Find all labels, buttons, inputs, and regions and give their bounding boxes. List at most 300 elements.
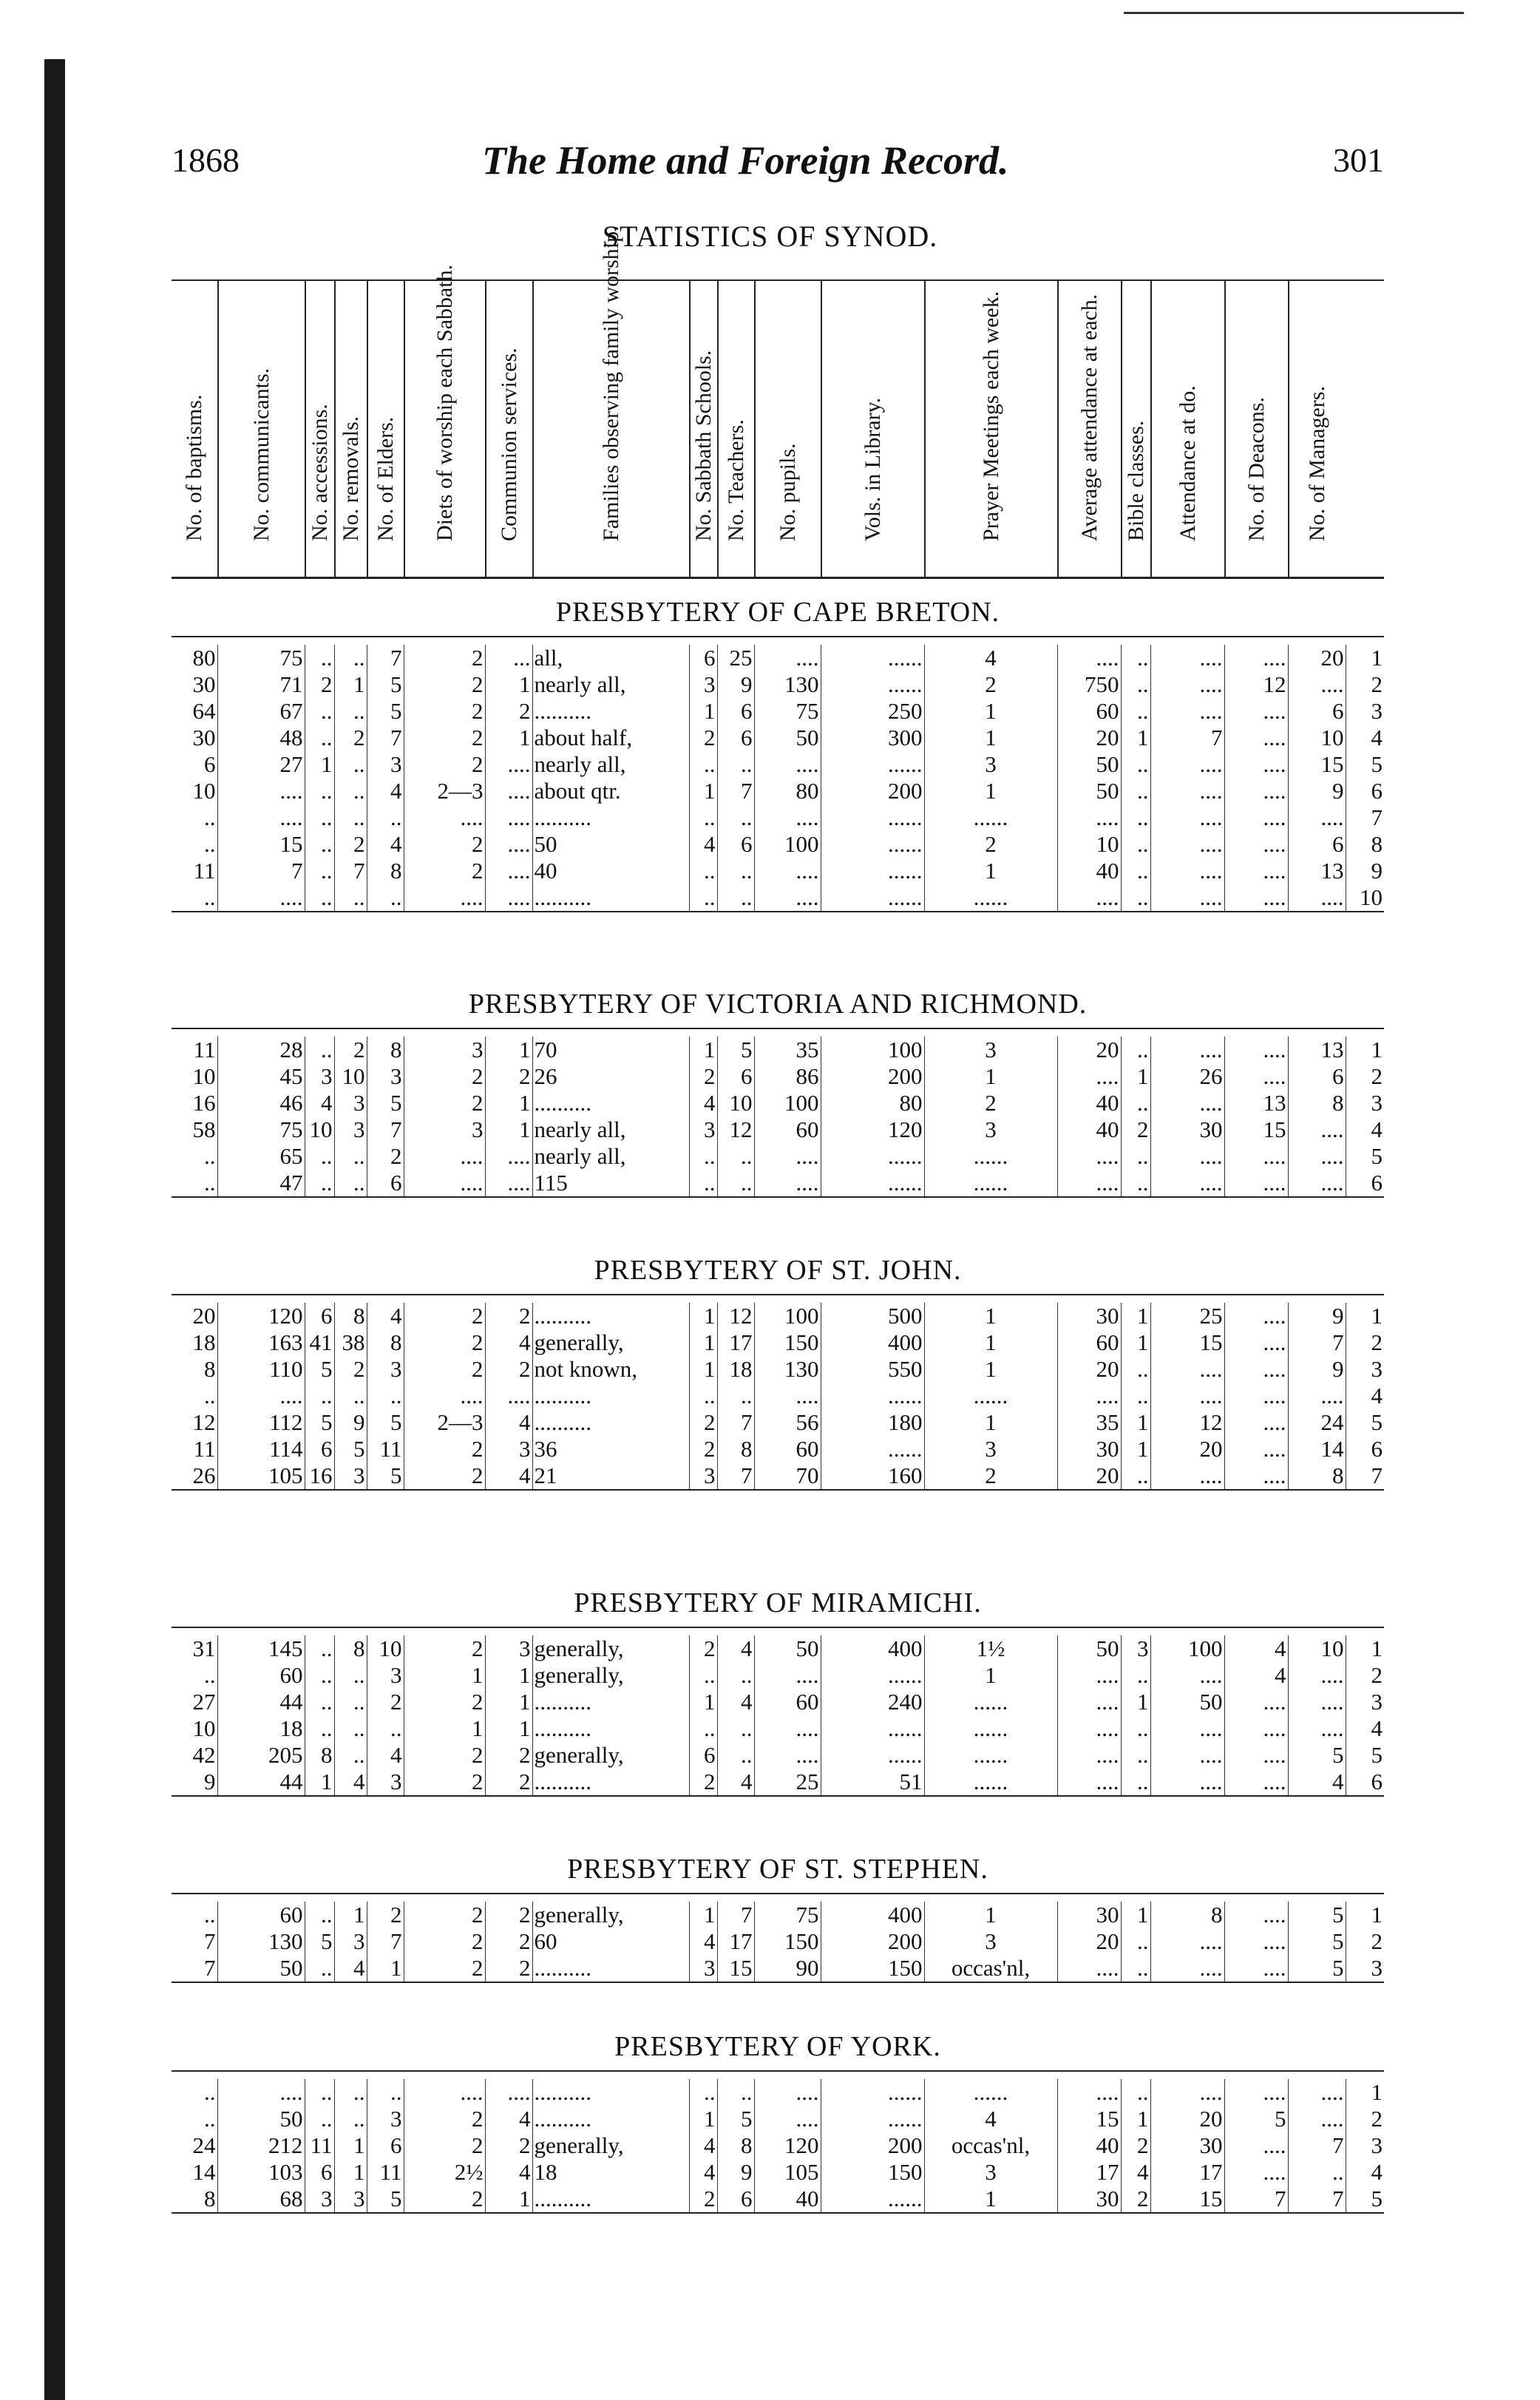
table-cell: 36 — [532, 1436, 689, 1462]
table-cell: .... — [485, 858, 532, 884]
table-cell: 51 — [821, 1769, 924, 1796]
table-cell: .... — [1150, 1170, 1224, 1197]
table-cell: 4 — [1224, 1635, 1288, 1662]
table-row — [172, 1742, 1384, 1769]
table-cell: 9 — [204, 1769, 216, 1794]
table-cell: 10 — [1057, 831, 1121, 858]
table-row — [172, 1902, 1384, 1928]
table-cell: 7 — [717, 778, 754, 804]
row-index: 1 — [1346, 645, 1384, 671]
table-cell: 4 — [367, 1742, 404, 1769]
row-index: 3 — [1346, 1689, 1384, 1715]
table-cell: .. — [204, 831, 216, 857]
table-cell: .......... — [532, 1409, 689, 1436]
table-cell: .......... — [532, 1383, 689, 1409]
table-cell: 2 — [334, 1037, 367, 1063]
table-cell: 8 — [367, 1329, 404, 1356]
table-cell: 15 — [1150, 2186, 1224, 2213]
table-cell: nearly all, — [532, 671, 689, 698]
table-cell: 10 — [192, 778, 216, 804]
table-cell: .... — [1057, 2079, 1121, 2106]
table-cell: 9 — [717, 2159, 754, 2186]
table-cell: .. — [717, 884, 754, 912]
table-cell: .. — [204, 804, 216, 830]
table-cell: 2 — [404, 1955, 485, 1982]
table-cell: generally, — [532, 1742, 689, 1769]
table-cell: 15 — [1224, 1116, 1288, 1143]
table-cell: 1 — [305, 1769, 334, 1796]
table-cell: .. — [305, 1689, 334, 1715]
table-cell: 7 — [717, 1902, 754, 1928]
table-cell: 35 — [1057, 1409, 1121, 1436]
table-cell: 1 — [404, 1715, 485, 1742]
table-cell: 5 — [367, 1409, 404, 1436]
table-cell: 6 — [717, 1063, 754, 1090]
table-cell: .... — [1150, 1769, 1224, 1796]
row-index: 4 — [1346, 1383, 1384, 1409]
table-row — [172, 645, 1384, 671]
table-cell: about qtr. — [532, 778, 689, 804]
table-row — [172, 698, 1384, 725]
table-cell: .. — [334, 1170, 367, 1197]
table-cell: ...... — [821, 1715, 924, 1742]
table-row — [172, 2079, 1384, 2106]
table-cell: .... — [1150, 804, 1224, 831]
table-cell: 25 — [1150, 1303, 1224, 1329]
table-cell: 2 — [404, 2106, 485, 2132]
table-cell: 5 — [367, 671, 404, 698]
table-cell: 3 — [305, 2186, 334, 2213]
table-cell: 180 — [821, 1409, 924, 1436]
table-cell: 1 — [924, 1303, 1057, 1329]
table-cell: 1 — [334, 1902, 367, 1928]
table-cell: 5 — [334, 1436, 367, 1462]
table-cell: 26 — [192, 1462, 216, 1488]
statistics-title: STATISTICS OF SYNOD. — [602, 220, 938, 253]
table-cell: 75 — [217, 1116, 305, 1143]
row-index: 1 — [1346, 1303, 1384, 1329]
table-cell: 15 — [1150, 1329, 1224, 1356]
table-cell: 2 — [924, 671, 1057, 698]
table-cell: ...... — [924, 804, 1057, 831]
table-cell: 1 — [334, 671, 367, 698]
header-year: 1868 — [172, 141, 240, 179]
table-cell: 8 — [334, 1635, 367, 1662]
table-cell: .... — [1288, 1689, 1346, 1715]
table-cell: 1 — [689, 1329, 717, 1356]
table-cell: 2 — [404, 1063, 485, 1090]
table-cell: .... — [1057, 1715, 1121, 1742]
table-cell: 2 — [404, 2132, 485, 2159]
column-header — [404, 264, 485, 577]
table-cell: .... — [1224, 1329, 1288, 1356]
table-cell: .... — [217, 2079, 305, 2106]
table-cell: .... — [1150, 751, 1224, 778]
table-cell: .... — [404, 1383, 485, 1409]
table-cell: ...... — [924, 1769, 1057, 1796]
table-cell: .... — [1150, 1742, 1224, 1769]
column-header — [1288, 281, 1346, 577]
table-cell: 80 — [192, 645, 216, 671]
table-cell: about half, — [532, 725, 689, 751]
table-cell: 2½ — [404, 2159, 485, 2186]
table-cell: 3 — [334, 1928, 367, 1955]
table-cell: 20 — [1057, 1037, 1121, 1063]
table-cell: 7 — [367, 1116, 404, 1143]
table-cell: .. — [1121, 1356, 1150, 1383]
table-cell: 1 — [924, 698, 1057, 725]
table-cell: 3 — [689, 1116, 717, 1143]
table-cell: 1 — [485, 1715, 532, 1742]
table-cell: .. — [305, 884, 334, 912]
table-cell: ...... — [821, 645, 924, 671]
table-cell: 1½ — [924, 1635, 1057, 1662]
row-index: 5 — [1346, 751, 1384, 778]
table-cell: .. — [689, 751, 717, 778]
table-cell: .... — [1057, 645, 1121, 671]
table-cell: 205 — [217, 1742, 305, 1769]
table-cell: .... — [1288, 671, 1346, 698]
column-header-label: Attendance at do. — [1176, 385, 1200, 541]
table-cell: 5 — [367, 1462, 404, 1490]
table-cell: .. — [717, 2079, 754, 2106]
table-row — [172, 725, 1384, 751]
table-cell: 4 — [485, 2106, 532, 2132]
table-cell: .. — [204, 1383, 216, 1409]
table-cell: 56 — [754, 1409, 821, 1436]
table-row — [172, 1462, 1384, 1490]
table-cell: ...... — [924, 884, 1057, 912]
table-cell: .... — [404, 1143, 485, 1170]
column-header — [1121, 281, 1150, 577]
table-cell: generally, — [532, 1662, 689, 1689]
column-header — [334, 281, 367, 577]
table-cell: 47 — [217, 1170, 305, 1197]
table-cell: 100 — [754, 1303, 821, 1329]
table-cell: .... — [1057, 1689, 1121, 1715]
row-index: 4 — [1346, 2159, 1384, 2186]
table-cell: 60 — [754, 1116, 821, 1143]
table-cell: ...... — [924, 2079, 1057, 2106]
table-cell: .... — [754, 1143, 821, 1170]
table-cell: 2 — [485, 1742, 532, 1769]
table-cell: .. — [1121, 1955, 1150, 1982]
row-index: 2 — [1346, 1063, 1384, 1090]
table-cell: 4 — [689, 831, 717, 858]
table-cell: .. — [1288, 2159, 1346, 2186]
table-cell: .... — [1288, 1662, 1346, 1689]
table-cell: .... — [1150, 1662, 1224, 1689]
table-cell: 41 — [305, 1329, 334, 1356]
table-cell: 50 — [217, 1955, 305, 1982]
section-rule — [172, 1028, 1384, 1029]
table-cell: 3 — [334, 1462, 367, 1490]
table-cell: 4 — [367, 831, 404, 858]
table-cell: .. — [1121, 778, 1150, 804]
table-cell: 1 — [485, 1037, 532, 1063]
table-cell: 14 — [192, 2159, 216, 2185]
column-header — [821, 281, 924, 577]
table-cell: 5 — [1288, 1902, 1346, 1928]
table-cell: 6 — [1288, 1063, 1346, 1090]
table-cell: .. — [305, 1383, 334, 1409]
table-cell: 5 — [1288, 1742, 1346, 1769]
table-cell: 7 — [367, 1928, 404, 1955]
table-cell: 16 — [305, 1462, 334, 1490]
table-cell: .... — [1224, 1063, 1288, 1090]
table-cell: 20 — [1057, 725, 1121, 751]
table-cell: 10 — [1288, 725, 1346, 751]
table-cell: .... — [1057, 1170, 1121, 1197]
table-cell: 1 — [924, 1329, 1057, 1356]
table-cell: 500 — [821, 1303, 924, 1329]
column-header-label: No. pupils. — [776, 443, 800, 541]
table-cell: 75 — [754, 698, 821, 725]
section-rule — [172, 1893, 1384, 1894]
table-cell: 4 — [485, 2159, 532, 2186]
table-cell: 60 — [754, 1689, 821, 1715]
table-cell: 7 — [367, 645, 404, 671]
table-cell: 71 — [217, 671, 305, 698]
table-cell: 17 — [717, 1329, 754, 1356]
table-cell: 1 — [924, 1356, 1057, 1383]
table-cell: .. — [1121, 671, 1150, 698]
table-cell: .. — [204, 1143, 216, 1169]
table-cell: ...... — [924, 1170, 1057, 1197]
table-cell: .. — [689, 858, 717, 884]
table-cell: .... — [1150, 778, 1224, 804]
table-row — [172, 1436, 1384, 1462]
table-cell: .... — [1150, 645, 1224, 671]
row-index: 1 — [1346, 1635, 1384, 1662]
table-cell: 4 — [1224, 1662, 1288, 1689]
table-cell: .... — [1150, 671, 1224, 698]
table-cell: ...... — [821, 1662, 924, 1689]
table-cell: 400 — [821, 1635, 924, 1662]
table-cell: 5 — [717, 2106, 754, 2132]
table-cell: .. — [334, 2079, 367, 2106]
table-cell: 2 — [404, 831, 485, 858]
table-cell: 2 — [404, 1436, 485, 1462]
table-cell: .. — [1121, 751, 1150, 778]
table-cell: .. — [305, 645, 334, 671]
table-cell: 120 — [217, 1303, 305, 1329]
table-cell: .. — [1121, 698, 1150, 725]
table-cell: 11 — [193, 1436, 216, 1462]
table-cell: 2—3 — [404, 1409, 485, 1436]
table-cell: .. — [334, 645, 367, 671]
table-cell: .. — [367, 804, 404, 831]
table-cell: 1 — [485, 1662, 532, 1689]
table-cell: .... — [1150, 1356, 1224, 1383]
table-cell: 2 — [404, 1689, 485, 1715]
presbytery-title: PRESBYTERY OF MIRAMICHI. — [574, 1587, 982, 1618]
table-cell: .. — [717, 1742, 754, 1769]
table-cell: 30 — [1150, 2132, 1224, 2159]
table-cell: 4 — [1121, 2159, 1150, 2186]
row-index: 6 — [1346, 1769, 1384, 1796]
table-cell: ...... — [821, 751, 924, 778]
table-cell: .. — [1121, 1928, 1150, 1955]
table-cell: .... — [754, 1170, 821, 1197]
table-cell: 8 — [204, 1356, 216, 1382]
table-cell: 5 — [367, 698, 404, 725]
table-cell: .. — [334, 1742, 367, 1769]
table-cell: nearly all, — [532, 1116, 689, 1143]
table-cell: .. — [717, 1143, 754, 1170]
table-cell: 2 — [485, 1955, 532, 1982]
table-cell: 30 — [192, 725, 216, 750]
table-cell: .... — [1224, 1170, 1288, 1197]
table-cell: 18 — [532, 2159, 689, 2186]
table-cell: 3 — [485, 1436, 532, 1462]
table-cell: 130 — [217, 1928, 305, 1955]
table-cell: 2 — [404, 1742, 485, 1769]
table-cell: 100 — [754, 1090, 821, 1116]
table-cell: 2 — [404, 751, 485, 778]
table-cell: .... — [1150, 1955, 1224, 1982]
table-cell: 2 — [334, 725, 367, 751]
table-row — [172, 804, 1384, 831]
table-cell: .. — [305, 1955, 334, 1982]
table-cell: 400 — [821, 1329, 924, 1356]
table-cell: 100 — [1150, 1635, 1224, 1662]
table-cell: 60 — [1057, 1329, 1121, 1356]
table-row — [172, 884, 1384, 912]
table-cell: 70 — [754, 1462, 821, 1490]
table-cell: 58 — [192, 1116, 216, 1142]
column-header-label: Diets of worship each Sabbath. — [433, 264, 457, 541]
table-cell: 68 — [217, 2186, 305, 2213]
table-cell: 20 — [1150, 2106, 1224, 2132]
presbytery-section — [172, 1582, 1384, 1797]
table-cell: 9 — [1288, 1356, 1346, 1383]
table-cell: .... — [1224, 778, 1288, 804]
row-index: 7 — [1346, 1462, 1384, 1490]
table-cell: 20 — [1057, 1356, 1121, 1383]
table-row — [172, 1662, 1384, 1689]
table-cell: 75 — [754, 1902, 821, 1928]
table-cell: ...... — [821, 671, 924, 698]
table-cell: 2 — [404, 1329, 485, 1356]
table-row — [172, 751, 1384, 778]
table-cell: 100 — [754, 831, 821, 858]
table-cell: .. — [334, 1143, 367, 1170]
table-cell: 12 — [717, 1303, 754, 1329]
table-cell: 9 — [1288, 778, 1346, 804]
table-cell: ...... — [821, 2079, 924, 2106]
table-cell: 4 — [924, 645, 1057, 671]
table-cell: 50 — [1150, 1689, 1224, 1715]
table-cell: .. — [204, 2106, 216, 2132]
row-index: 6 — [1346, 1170, 1384, 1197]
table-cell: .. — [1121, 1170, 1150, 1197]
column-header — [717, 281, 754, 577]
table-cell: 2 — [485, 2132, 532, 2159]
table-row — [172, 1955, 1384, 1982]
table-cell: 120 — [754, 2132, 821, 2159]
table-cell: 120 — [821, 1116, 924, 1143]
table-cell: .... — [485, 751, 532, 778]
table-cell: 3 — [367, 1769, 404, 1796]
table-cell: .... — [1224, 1462, 1288, 1490]
table-cell: 8 — [1150, 1902, 1224, 1928]
table-cell: .. — [689, 804, 717, 831]
table-cell: 12 — [1224, 671, 1288, 698]
table-cell: 2 — [404, 2186, 485, 2213]
table-cell: 38 — [334, 1329, 367, 1356]
table-cell: 100 — [821, 1037, 924, 1063]
table-cell: 3 — [367, 1063, 404, 1090]
table-cell: .... — [1224, 1928, 1288, 1955]
table-cell: 2 — [924, 1462, 1057, 1490]
table-cell: 2 — [485, 1928, 532, 1955]
table-row — [172, 1037, 1384, 1063]
table-cell: .. — [717, 751, 754, 778]
table-cell: .... — [1288, 1143, 1346, 1170]
table-cell: 4 — [717, 1635, 754, 1662]
table-cell: 2 — [689, 1769, 717, 1796]
table-cell: 50 — [754, 1635, 821, 1662]
table-cell: .... — [1057, 1955, 1121, 1982]
column-header-label: No. accessions. — [308, 404, 332, 541]
table-cell: 2 — [404, 858, 485, 884]
table-cell: 8 — [717, 1436, 754, 1462]
table-cell: .... — [1150, 1462, 1224, 1490]
row-index: 3 — [1346, 1955, 1384, 1982]
table-cell: .. — [204, 884, 216, 910]
table-cell: 40 — [1057, 1116, 1121, 1143]
table-cell: .. — [305, 698, 334, 725]
table-cell: .... — [1288, 2106, 1346, 2132]
table-row — [172, 1356, 1384, 1383]
table-cell: not known, — [532, 1356, 689, 1383]
table-row — [172, 1303, 1384, 1329]
table-cell: .... — [1224, 698, 1288, 725]
table-cell: 1 — [485, 1116, 532, 1143]
table-cell: 1 — [924, 1409, 1057, 1436]
row-index: 2 — [1346, 1928, 1384, 1955]
table-cell: ...... — [821, 1742, 924, 1769]
table-cell: .... — [1150, 2079, 1224, 2106]
table-row — [172, 1635, 1384, 1662]
table-cell: .... — [1224, 1383, 1288, 1409]
table-cell: 6 — [305, 2159, 334, 2186]
table-cell: 2 — [485, 698, 532, 725]
table-row — [172, 1928, 1384, 1955]
row-index: 4 — [1346, 725, 1384, 751]
row-index: 6 — [1346, 1436, 1384, 1462]
table-cell: .... — [754, 1742, 821, 1769]
table-cell: .... — [1224, 725, 1288, 751]
row-index: 5 — [1346, 2186, 1384, 2213]
table-cell: .... — [485, 778, 532, 804]
row-index: 1 — [1346, 2079, 1384, 2106]
table-cell: 200 — [821, 1928, 924, 1955]
table-cell: .. — [1121, 1037, 1150, 1063]
table-cell: 1 — [924, 1063, 1057, 1090]
table-cell: 6 — [305, 1303, 334, 1329]
table-cell: ...... — [821, 884, 924, 912]
table-cell: 26 — [532, 1063, 689, 1090]
table-cell: 50 — [754, 725, 821, 751]
table-cell: .... — [1057, 1383, 1121, 1409]
table-cell: 18 — [192, 1329, 216, 1355]
table-cell: 1 — [689, 1303, 717, 1329]
table-cell: 2 — [404, 1303, 485, 1329]
journal-title: The Home and Foreign Record. — [482, 138, 1009, 183]
table-cell: 5 — [367, 2186, 404, 2213]
